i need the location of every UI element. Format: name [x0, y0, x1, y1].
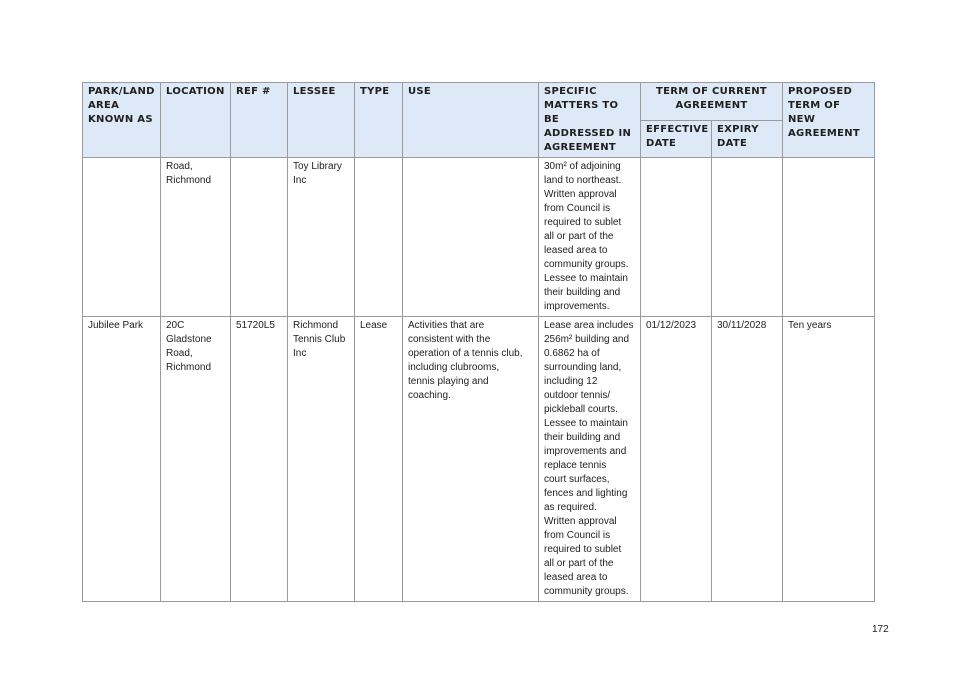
cell-use: [403, 158, 539, 317]
header-row: [83, 83, 875, 121]
header-term-current: TERM OF CURRENT AGREEMENT: [641, 83, 783, 121]
cell-location: 20C Gladstone Road, Richmond: [161, 317, 231, 602]
cell-type: [355, 158, 403, 317]
header-effective-date: EFFECTIVE DATE: [641, 120, 712, 158]
table-row: [83, 158, 875, 317]
cell-proposed-term: Ten years: [783, 317, 875, 602]
cell-lessee: Richmond Tennis Club Inc: [288, 317, 355, 602]
cell-expiry-date: 30/11/2028: [712, 317, 783, 602]
cell-proposed-term: [783, 158, 875, 317]
cell-park: Jubilee Park: [83, 317, 161, 602]
header-expiry-date: EXPIRY DATE: [712, 120, 783, 158]
cell-lessee: Toy Library Inc: [288, 158, 355, 317]
cell-expiry-date: [712, 158, 783, 317]
header-ref: REF #: [231, 83, 288, 158]
header-proposed-term: PROPOSED TERM OF NEW AGREEMENT: [783, 83, 875, 158]
header-park: PARK/LAND AREA KNOWN AS: [83, 83, 161, 158]
cell-ref: 51720L5: [231, 317, 288, 602]
cell-use: Activities that are consistent with the operation of a tennis club, including clubrooms, tennis playing and coaching.: [403, 317, 539, 602]
cell-effective-date: 01/12/2023: [641, 317, 712, 602]
cell-type: Lease: [355, 317, 403, 602]
cell-location: Road, Richmond: [161, 158, 231, 317]
cell-specific-matters: 30m² of adjoining land to northeast. Written approval from Council is required to sublet all or part of the leased area to community groups. Lessee to maintain their building and improvements.: [539, 158, 641, 317]
header-specific-matters: SPECIFIC MATTERS TO BE ADDRESSED IN AGREEMENT: [539, 83, 641, 158]
table-row: [83, 317, 875, 602]
cell-specific-matters: Lease area includes 256m² building and 0.6862 ha of surrounding land, including 12 outdoor tennis/ pickleball courts. Lessee to maintain their building and improvements and replace tennis court surfaces, fences and lighting as required. Written approval from Council is required to sublet all or part of the leased area to community groups.: [539, 317, 641, 602]
lease-schedule-table: [82, 82, 875, 602]
cell-effective-date: [641, 158, 712, 317]
cell-park: [83, 158, 161, 317]
header-use: USE: [403, 83, 539, 158]
header-location: LOCATION: [161, 83, 231, 158]
header-type: TYPE: [355, 83, 403, 158]
header-lessee: LESSEE: [288, 83, 355, 158]
cell-ref: [231, 158, 288, 317]
page-number: 172: [872, 624, 889, 635]
